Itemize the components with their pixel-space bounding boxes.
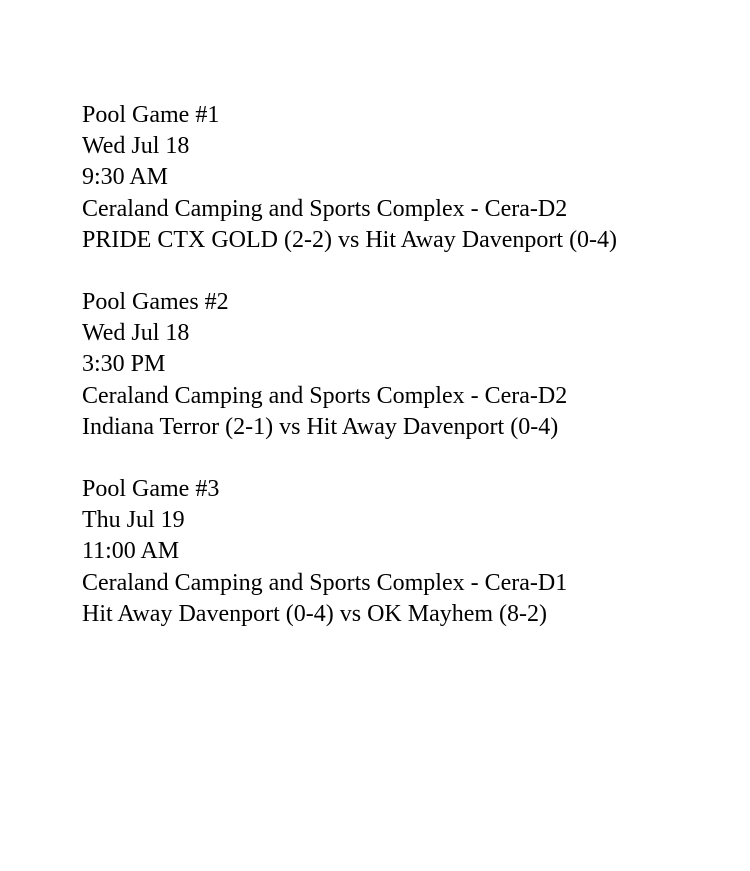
game-block-1 <box>82 100 742 256</box>
game-time: 11:00 AM <box>82 538 180 565</box>
game-location: Ceraland Camping and Sports Complex - Cera-D2 <box>82 382 568 409</box>
game-matchup: Hit Away Davenport (0-4) vs OK Mayhem (8-2) <box>82 600 548 627</box>
game-location: Ceraland Camping and Sports Complex - Cera-D2 <box>82 195 568 222</box>
game-date: Thu Jul 19 <box>82 507 185 534</box>
game-block-3 <box>82 474 742 630</box>
game-title: Pool Game #1 <box>82 102 220 128</box>
game-location: Ceraland Camping and Sports Complex - Cera-D1 <box>82 569 568 596</box>
game-schedule <box>82 100 742 661</box>
game-time: 3:30 PM <box>82 351 166 378</box>
game-title: Pool Game #3 <box>82 476 220 503</box>
game-time: 9:30 AM <box>82 164 169 191</box>
game-matchup: PRIDE CTX GOLD (2-2) vs Hit Away Davenport (0-4) <box>82 226 618 253</box>
game-date: Wed Jul 18 <box>82 320 190 347</box>
game-title: Pool Games #2 <box>82 289 229 316</box>
game-block-2 <box>82 287 742 443</box>
game-matchup: Indiana Terror (2-1) vs Hit Away Davenport (0-4) <box>82 413 559 440</box>
game-date: Wed Jul 18 <box>82 133 190 160</box>
